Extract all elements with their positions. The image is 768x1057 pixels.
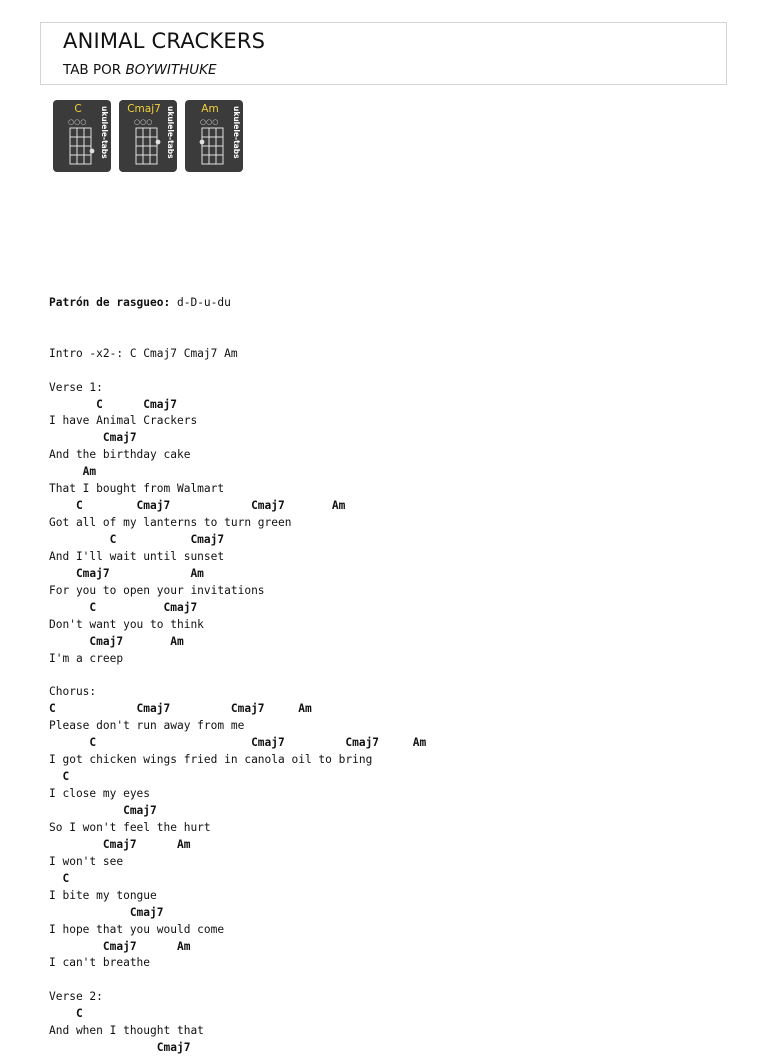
blank-line — [49, 363, 426, 380]
tab-by-label: TAB POR — [63, 62, 126, 78]
chord-line: Cmaj7 — [49, 804, 157, 818]
song-title: ANIMAL CRACKERS — [63, 29, 266, 53]
fret-grid — [70, 128, 91, 164]
chord-line: Am — [49, 465, 97, 479]
strum-pattern-line — [49, 295, 426, 312]
song-header — [40, 22, 727, 85]
lyric-line: And the birthday cake — [49, 448, 191, 462]
blank-line — [49, 972, 426, 989]
blank-line — [49, 668, 426, 685]
lyric-line: I'm a creep — [49, 651, 124, 665]
chord-diagram-name: C — [74, 103, 82, 115]
fret-grid — [136, 128, 157, 164]
lyric-line: I can't breathe — [49, 956, 151, 970]
finger-dot — [90, 149, 95, 154]
chord-diagram-name: Am — [201, 103, 219, 115]
chord-line: Cmaj7 — [49, 905, 164, 919]
chord-line: C Cmaj7 Cmaj7 Am — [49, 499, 346, 513]
lyric-line: And I'll wait until sunset — [49, 549, 225, 563]
lyric-line: I close my eyes — [49, 787, 151, 801]
chord-line: Cmaj7 Am — [49, 634, 184, 648]
lyric-line: That I bought from Walmart — [49, 482, 225, 496]
open-strings: ○○○ — [200, 118, 219, 126]
chord-fretboard — [65, 116, 95, 168]
blank-line — [49, 329, 426, 346]
chord-fretboard — [197, 116, 227, 168]
lyric-line: I have Animal Crackers — [49, 414, 198, 428]
chord-line: Cmaj7 Am — [49, 837, 191, 851]
open-strings: ○○○ — [68, 118, 87, 126]
chord-line: C Cmaj7 Cmaj7 Am — [49, 736, 427, 750]
chord-diagram-am[interactable] — [185, 100, 243, 172]
lyric-line: Don't want you to think — [49, 617, 204, 631]
brand-label: ukulele-tabs — [232, 106, 241, 159]
chord-line: Cmaj7 — [49, 431, 137, 445]
open-strings: ○○○ — [134, 118, 153, 126]
chord-line: Cmaj7 — [49, 1041, 191, 1055]
chord-line: C Cmaj7 — [49, 533, 225, 547]
strum-pattern-value: d-D-u-du — [170, 295, 231, 309]
finger-dot — [200, 140, 205, 145]
chord-line: Cmaj7 Am — [49, 939, 191, 953]
chord-diagram-cmaj7[interactable] — [119, 100, 177, 172]
lyric-line: Intro -x2-: C Cmaj7 Cmaj7 Am — [49, 346, 238, 360]
strum-pattern-label: Patrón de rasgueo: — [49, 295, 171, 309]
lyric-line: So I won't feel the hurt — [49, 820, 211, 834]
lyric-line: For you to open your invitations — [49, 583, 265, 597]
lyric-line: Got all of my lanterns to turn green — [49, 516, 292, 530]
lyric-line: Verse 2: — [49, 990, 103, 1004]
brand-label: ukulele-tabs — [100, 106, 109, 159]
chord-line: C Cmaj7 — [49, 600, 198, 614]
chord-line: C Cmaj7 Cmaj7 Am — [49, 702, 312, 716]
song-byline — [63, 62, 217, 78]
finger-dot — [156, 140, 161, 145]
chord-diagram-c[interactable] — [53, 100, 111, 172]
fret-grid — [202, 128, 223, 164]
chord-line: C — [49, 1007, 83, 1021]
chord-line: C — [49, 770, 70, 784]
lyric-line: And when I thought that — [49, 1024, 204, 1038]
chord-sheet — [49, 261, 426, 1057]
lyric-line: Verse 1: — [49, 380, 103, 394]
chord-line: C Cmaj7 — [49, 397, 177, 411]
lyric-line: Chorus: — [49, 685, 97, 699]
lyric-line: I won't see — [49, 854, 124, 868]
lyric-line: I got chicken wings fried in canola oil to bring — [49, 753, 373, 767]
lyric-line: Please don't run away from me — [49, 719, 245, 733]
chord-diagram-name: Cmaj7 — [127, 103, 161, 115]
lyric-line: I bite my tongue — [49, 888, 157, 902]
song-author: BOYWITHUKE — [125, 62, 217, 78]
chord-line: Cmaj7 Am — [49, 566, 204, 580]
chord-line: C — [49, 871, 70, 885]
chord-fretboard — [131, 116, 161, 168]
brand-label: ukulele-tabs — [166, 106, 175, 159]
lyric-line: I hope that you would come — [49, 922, 225, 936]
